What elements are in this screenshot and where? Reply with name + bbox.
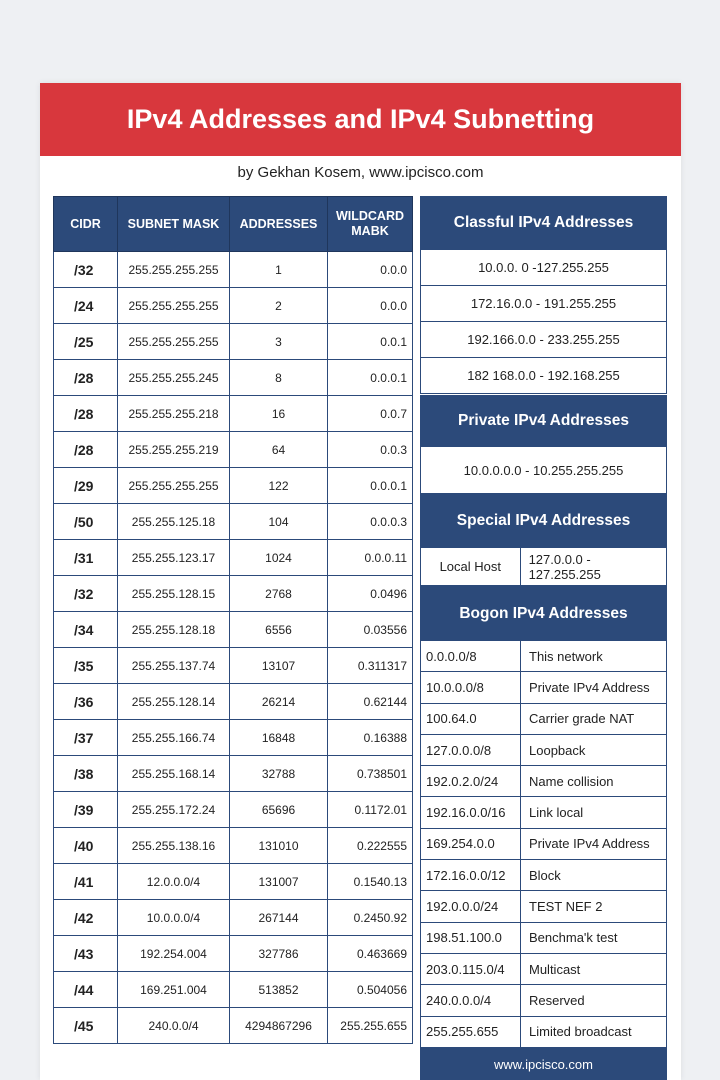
wildcard-cell: 0.0.3 — [328, 432, 413, 468]
wildcard-cell: 0.03556 — [328, 612, 413, 648]
cidr-cell: /42 — [54, 900, 118, 936]
bogon-row — [420, 1017, 667, 1048]
col-header-subnet-mask: SUBNET MASK — [118, 197, 230, 252]
table-row — [54, 756, 413, 792]
subnet-mask-cell: 255.255.168.14 — [118, 756, 230, 792]
cidr-cell: /38 — [54, 756, 118, 792]
bogon-address: 127.0.0.0/8 — [421, 735, 521, 765]
subnet-mask-cell: 255.255.255.218 — [118, 396, 230, 432]
addresses-cell: 16 — [230, 396, 328, 432]
wildcard-cell: 0.0496 — [328, 576, 413, 612]
addresses-cell: 104 — [230, 504, 328, 540]
bogon-address: 172.16.0.0/12 — [421, 860, 521, 890]
bogon-address: 198.51.100.0 — [421, 923, 521, 953]
table-row — [54, 540, 413, 576]
byline: by Gekhan Kosem, www.ipcisco.com — [237, 164, 484, 181]
addresses-cell: 4294867296 — [230, 1008, 328, 1044]
classful-row: 192.166.0.0 - 233.255.255 — [420, 322, 667, 358]
addresses-cell: 2768 — [230, 576, 328, 612]
wildcard-cell: 0.0.0.1 — [328, 468, 413, 504]
table-row — [54, 648, 413, 684]
bogon-row — [420, 829, 667, 860]
table-row — [54, 468, 413, 504]
wildcard-cell: 0.0.0 — [328, 252, 413, 288]
col-header-wildcard-mask: WILDCARD MABK — [328, 197, 413, 252]
bogon-description: This network — [529, 648, 603, 664]
subnet-mask-cell: 255.255.123.17 — [118, 540, 230, 576]
cidr-table-header — [54, 197, 413, 252]
table-row — [54, 1008, 413, 1044]
bogon-address: 100.64.0 — [421, 704, 521, 734]
cidr-cell: /41 — [54, 864, 118, 900]
subnet-mask-cell: 255.255.255.245 — [118, 360, 230, 396]
addresses-cell: 6556 — [230, 612, 328, 648]
subnet-mask-cell: 12.0.0.0/4 — [118, 864, 230, 900]
bogon-title: Bogon IPv4 Addresses — [420, 586, 667, 641]
bogon-description: Benchma'k test — [529, 930, 618, 946]
table-row — [54, 684, 413, 720]
private-section — [420, 395, 667, 494]
cidr-cell: /25 — [54, 324, 118, 360]
table-row — [54, 396, 413, 432]
cidr-cell: /35 — [54, 648, 118, 684]
table-row — [54, 828, 413, 864]
subnet-mask-cell: 255.255.255.255 — [118, 288, 230, 324]
bogon-row — [420, 860, 667, 891]
bogon-address: 255.255.655 — [421, 1017, 521, 1047]
table-row — [54, 900, 413, 936]
wildcard-cell: 0.1172.01 — [328, 792, 413, 828]
cidr-cell: /28 — [54, 432, 118, 468]
bogon-address: 203.0.115.0/4 — [421, 954, 521, 984]
bogon-section — [420, 586, 667, 1048]
table-row — [54, 576, 413, 612]
bogon-description: Reserved — [529, 992, 585, 1008]
bogon-row — [420, 797, 667, 828]
cidr-cell: /39 — [54, 792, 118, 828]
addresses-cell: 2 — [230, 288, 328, 324]
addresses-cell: 26214 — [230, 684, 328, 720]
special-title: Special IPv4 Addresses — [420, 494, 667, 548]
addresses-cell: 1 — [230, 252, 328, 288]
addresses-cell: 13107 — [230, 648, 328, 684]
addresses-cell: 16848 — [230, 720, 328, 756]
special-row — [420, 548, 667, 586]
addresses-cell: 131010 — [230, 828, 328, 864]
subnet-mask-cell: 255.255.255.255 — [118, 468, 230, 504]
wildcard-cell: 0.0.7 — [328, 396, 413, 432]
table-row — [54, 864, 413, 900]
classful-title: Classful IPv4 Addresses — [420, 196, 667, 250]
bogon-row — [420, 735, 667, 766]
bogon-address: 240.0.0.0/4 — [421, 985, 521, 1015]
cidr-cell: /43 — [54, 936, 118, 972]
wildcard-cell: 0.504056 — [328, 972, 413, 1008]
bogon-description: Private IPv4 Address — [529, 836, 650, 852]
table-row — [54, 504, 413, 540]
addresses-cell: 32788 — [230, 756, 328, 792]
bogon-description: Private IPv4 Address — [529, 679, 650, 695]
wildcard-cell: 0.16388 — [328, 720, 413, 756]
bogon-description: Carrier grade NAT — [529, 711, 635, 727]
bogon-row — [420, 985, 667, 1016]
bogon-description: Name collision — [529, 773, 614, 789]
private-title: Private IPv4 Addresses — [420, 395, 667, 447]
addresses-cell: 131007 — [230, 864, 328, 900]
subnet-mask-cell: 255.255.255.255 — [118, 324, 230, 360]
table-row — [54, 360, 413, 396]
special-value: 127.0.0.0 - 127.255.255 — [528, 551, 601, 582]
addresses-cell: 3 — [230, 324, 328, 360]
bogon-address: 10.0.0.0/8 — [421, 672, 521, 702]
footer-url: www.ipcisco.com — [420, 1048, 667, 1080]
cidr-cell: /50 — [54, 504, 118, 540]
wildcard-cell: 255.255.655 — [328, 1008, 413, 1044]
wildcard-cell: 0.0.0.3 — [328, 504, 413, 540]
cidr-cell: /32 — [54, 252, 118, 288]
subnet-mask-cell: 255.255.255.255 — [118, 252, 230, 288]
cidr-cell: /28 — [54, 396, 118, 432]
addresses-cell: 122 — [230, 468, 328, 504]
classful-row: 182 168.0.0 - 192.168.255 — [420, 358, 667, 394]
table-row — [54, 252, 413, 288]
bogon-row — [420, 672, 667, 703]
classful-section — [420, 196, 667, 394]
cidr-cell: /34 — [54, 612, 118, 648]
bogon-address: 0.0.0.0/8 — [421, 641, 521, 671]
addresses-cell: 327786 — [230, 936, 328, 972]
subnet-mask-cell: 255.255.172.24 — [118, 792, 230, 828]
wildcard-cell: 0.738501 — [328, 756, 413, 792]
bogon-description: Link local — [529, 805, 584, 821]
table-row — [54, 972, 413, 1008]
cidr-cell: /24 — [54, 288, 118, 324]
wildcard-cell: 0.463669 — [328, 936, 413, 972]
cidr-cell: /37 — [54, 720, 118, 756]
bogon-address: 192.0.2.0/24 — [421, 766, 521, 796]
special-section — [420, 494, 667, 586]
bogon-row — [420, 704, 667, 735]
page-title: IPv4 Addresses and IPv4 Subnetting — [40, 83, 681, 156]
subnet-mask-cell: 10.0.0.0/4 — [118, 900, 230, 936]
bogon-address: 192.0.0.0/24 — [421, 891, 521, 921]
table-row — [54, 324, 413, 360]
special-key: Local Host — [421, 548, 521, 585]
cidr-table — [53, 196, 413, 1044]
col-header-addresses: ADDRESSES — [230, 197, 328, 252]
subnet-mask-cell: 255.255.125.18 — [118, 504, 230, 540]
cidr-cell: /29 — [54, 468, 118, 504]
bogon-row — [420, 766, 667, 797]
subnet-mask-cell: 255.255.128.18 — [118, 612, 230, 648]
private-row: 10.0.0.0.0 - 10.255.255.255 — [420, 447, 667, 494]
table-row — [54, 792, 413, 828]
bogon-description: Limited broadcast — [529, 1024, 632, 1040]
bogon-row — [420, 954, 667, 985]
classful-row: 10.0.0. 0 -127.255.255 — [420, 250, 667, 286]
bogon-row — [420, 923, 667, 954]
cidr-cell: /36 — [54, 684, 118, 720]
table-row — [54, 288, 413, 324]
subnet-mask-cell: 169.251.004 — [118, 972, 230, 1008]
table-row — [54, 612, 413, 648]
bogon-description: Multicast — [529, 961, 581, 977]
addresses-cell: 513852 — [230, 972, 328, 1008]
table-row — [54, 720, 413, 756]
wildcard-cell: 0.1540.13 — [328, 864, 413, 900]
cidr-cell: /32 — [54, 576, 118, 612]
wildcard-cell: 0.0.0.1 — [328, 360, 413, 396]
bogon-row — [420, 891, 667, 922]
subnet-mask-cell: 255.255.166.74 — [118, 720, 230, 756]
subnet-mask-cell: 255.255.137.74 — [118, 648, 230, 684]
wildcard-cell: 0.0.1 — [328, 324, 413, 360]
bogon-description: Loopback — [529, 742, 586, 758]
classful-row: 172.16.0.0 - 191.255.255 — [420, 286, 667, 322]
cidr-cell: /44 — [54, 972, 118, 1008]
bogon-address: 169.254.0.0 — [421, 829, 521, 859]
addresses-cell: 1024 — [230, 540, 328, 576]
addresses-cell: 267144 — [230, 900, 328, 936]
subnet-mask-cell: 255.255.128.15 — [118, 576, 230, 612]
cidr-cell: /28 — [54, 360, 118, 396]
cidr-cell: /31 — [54, 540, 118, 576]
subnet-mask-cell: 255.255.255.219 — [118, 432, 230, 468]
wildcard-cell: 0.0.0.11 — [328, 540, 413, 576]
bogon-description: Block — [529, 867, 561, 883]
subnet-mask-cell: 255.255.128.14 — [118, 684, 230, 720]
cidr-cell: /40 — [54, 828, 118, 864]
addresses-cell: 64 — [230, 432, 328, 468]
wildcard-cell: 0.0.0 — [328, 288, 413, 324]
wildcard-cell: 0.311317 — [328, 648, 413, 684]
subnet-mask-cell: 192.254.004 — [118, 936, 230, 972]
bogon-description: TEST NEF 2 — [529, 899, 603, 915]
wildcard-cell: 0.2450.92 — [328, 900, 413, 936]
col-header-cidr: CIDR — [54, 197, 118, 252]
cidr-cell: /45 — [54, 1008, 118, 1044]
addresses-cell: 8 — [230, 360, 328, 396]
bogon-address: 192.16.0.0/16 — [421, 797, 521, 827]
addresses-cell: 65696 — [230, 792, 328, 828]
subnet-mask-cell: 255.255.138.16 — [118, 828, 230, 864]
bogon-row — [420, 641, 667, 672]
subnet-mask-cell: 240.0.0/4 — [118, 1008, 230, 1044]
wildcard-cell: 0.62144 — [328, 684, 413, 720]
table-row — [54, 936, 413, 972]
wildcard-cell: 0.222555 — [328, 828, 413, 864]
table-row — [54, 432, 413, 468]
